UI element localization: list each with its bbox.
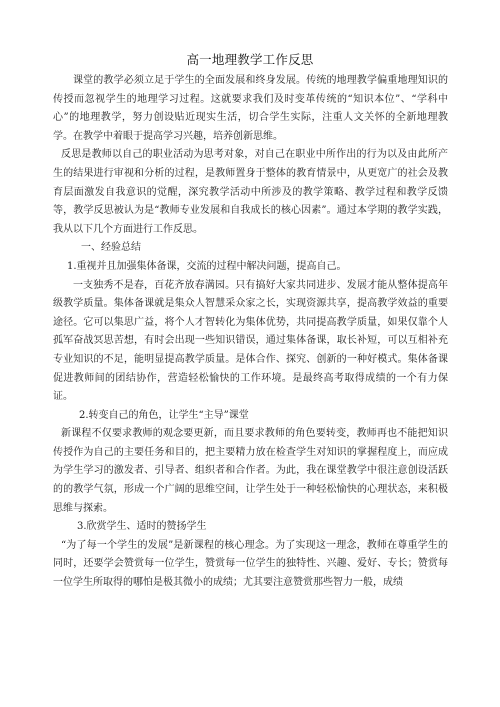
- section-heading-experience: 一、经验总结: [81, 242, 141, 254]
- paragraph-role-change: 新课程不仅要求教师的观念要更新，而且要求教师的角色要转变，教师再也不能把知识传授作为自己的主要任务和目的，把主要精力放在检查学生对知识的掌握程度上，而应成为学生学习的激发者、引导者、组织者和合作者。为此，我在课堂教学中很注意创设活跃的的教学气氛，形成一个广阔的思维空间，让学生处于一种轻松愉快的心理状态，来积极思维与探索。: [53, 428, 448, 514]
- subheading-praise-students: 3.欣赏学生、适时的赞扬学生: [77, 521, 207, 533]
- paragraph-intro: 课堂的教学必须立足于学生的全面发展和终身发展。传统的地理教学偏重地理知识的传授而忽视学生的地理学习过程。这就要求我们及时变革传统的“知识本位”、“学科中心”的地理教学，努力创设贴近现实生活，切合学生实际，注重人文关怀的全新地理教学。在教学中着眼于提高学习兴趣，培养创新思维。: [53, 75, 448, 142]
- subheading-collective-prep: 1.重视并且加强集体备课，交流的过程中解决问题，提高自己。: [67, 260, 347, 272]
- document-title: 高一地理教学工作反思: [186, 52, 314, 67]
- paragraph-praise-students: “为了每一个学生的发展”是新课程的核心理念。为了实现这一理念，教师在尊重学生的同时，还要学会赞赏每一位学生，赞赏每一位学生的独特性、兴趣、爱好、专长；赞赏每一位学生所取得的哪怕是极其微小的成绩；尤其要注意赞赏那些智力一般，成绩: [53, 539, 448, 589]
- subheading-role-change: 2.转变自己的角色，让学生“主导”课堂: [79, 409, 249, 421]
- paragraph-collective-prep: 一支独秀不是春，百花齐放春满园。只有搞好大家共同进步、发展才能从整体提高年级教学质量。集体备课就是集众人智慧采众家之长，实现资源共享，提高教学效益的重要途径。它可以集思广益，将个人才智转化为集体优势，共同提高教学质量，如果仅靠个人孤军奋战冥思苦想，有时会出现一些知识错误，通过集体备课，取长补短，可以互相补充专业知识的不足，能明显提高教学质量。是体合作、探究、创新的一种好模式。集体备课促进教师间的团结协作，营造轻松愉快的工作环境。是最终高考取得成绩的一个有力保证。: [53, 279, 448, 403]
- document-body: [53, 72, 448, 593]
- paragraph-reflection: 反思是教师以自己的职业活动为思考对象，对自己在职业中所作出的行为以及由此所产生的结果进行审视和分析的过程，是教师置身于整体的教育情景中，从更宽广的社会及教育层面激发自我意识的觉醒，深究教学活动中所涉及的教学策略、教学过程和教学反馈等，教学反思被认为是“教师专业发展和自我成长的核心因素”。通过本学期的教学实践，我从以下几个方面进行工作反思。: [53, 149, 448, 235]
